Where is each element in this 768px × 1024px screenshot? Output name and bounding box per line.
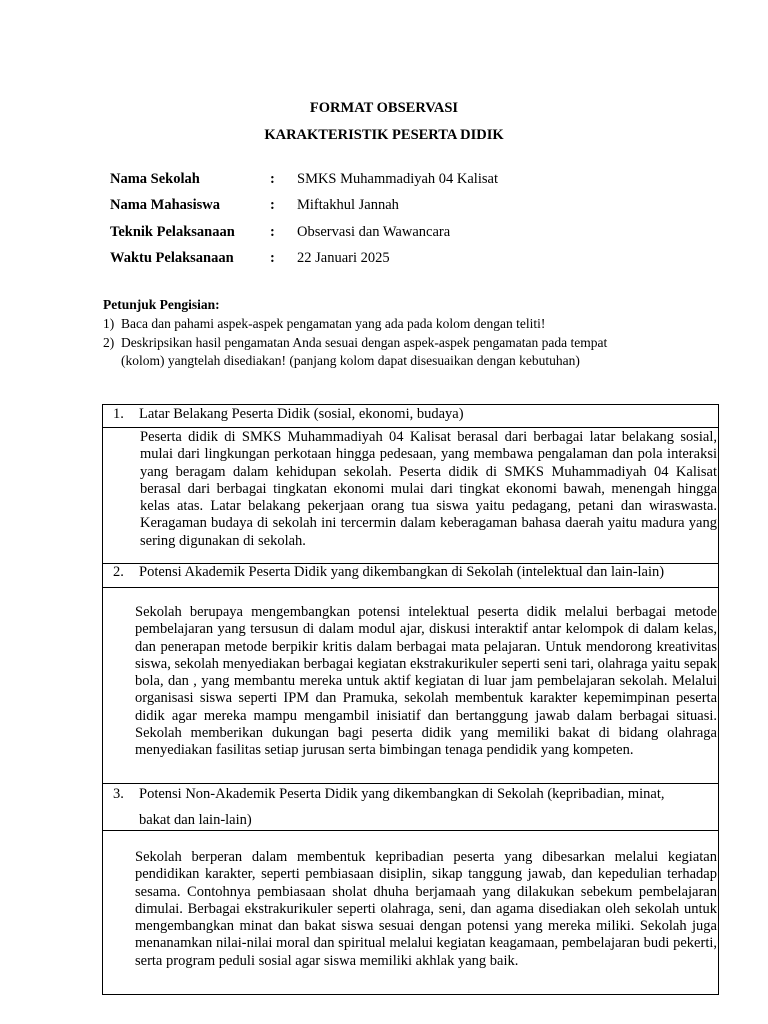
instructions-title: Petunjuk Pengisian: (103, 297, 220, 312)
instruction-text: Baca dan pahami aspek-aspek pengamatan yang ada pada kolom dengan teliti! (121, 316, 546, 331)
info-label: Nama Mahasiswa (110, 197, 220, 214)
document-title: FORMAT OBSERVASI (309, 100, 459, 116)
section-heading-latar-belakang (113, 405, 708, 423)
instruction-number: 1) (103, 316, 115, 331)
table-divider (103, 783, 718, 784)
section-body-potensi-non-akademik: Sekolah berperan dalam membentuk kepribadian peserta yang dibesarkan melalui kegiatan pendidikan karakter, seperti pembiasaan disiplin, sikap tanggung jawab, dan kepedulian terhadap sesama. Contohnya pembiasaan sholat dhuha berjamaah yang dilakukan sebekum pembelajaran dimulai. Berbagai ekstrakurikuler seperti olahraga, seni, dan agama disediakan oleh sekolah untuk mengembangkan minat dan bakat siswa sesuai dengan potensi yang mereka miliki. Sekolah juga menanamkan nilai-nilai moral dan spiritual melalui kegiatan keagamaan, pembelajaran budi pekerti, serta program peduli sosial agar siswa memiliki akhlak yang baik. (135, 849, 717, 969)
section-body-potensi-akademik: Sekolah berupaya mengembangkan potensi intelektual peserta didik melalui berbagai metode pembelajaran yang tersusun di dalam modul ajar, diskusi interaktif antar kelompok di dalam kelas, dan penerapan metode berpikir kritis dalam berbagai mata pelajaran. Untuk mendorong kreativitas siswa, sekolah menyediakan berbagai kegiatan ekstrakurikuler seperti seni tari, olahraga yaitu sepak bola, dan , yang membantu mereka untuk aktif kegiatan di luar jam pembelajaran sekolah. Melalui organisasi siswa seperti IPM dan Pramuka, sekolah membentuk karakter kepemimpinan peserta didik agar mereka mampu mengambil inisiatif dan bertanggung jawab dalam berbagai situasi. Sekolah memberikan dukungan bagi peserta didik yang memiliki bakat di bidang olahraga menyediakan fasilitas setiap jurusan serta bimbingan tenaga pendidik yang kompeten. (135, 604, 717, 759)
section-body-latar-belakang: Peserta didik di SMKS Muhammadiyah 04 Kalisat berasal dari berbagai latar belakang sosial, mulai dari lingkungan perkotaan hingga pedesaan, yang membawa pengalaman dan pola interaksi yang beragam dalam kehidupan sekolah. Peserta didik di SMKS Muhammadiyah 04 Kalisat berasal dari berbagai tingkatan ekonomi mulai dari tingkat ekonomi bawah, menengah hingga kelas atas. Latar belakang pekerjaan orang tua siswa yaitu pedagang, petani dan wiraswasta. Keragaman budaya di sekolah ini tercermin dalam keberagaman bahasa daerah yaitu madura yang sering digunakan di sekolah. (140, 429, 717, 549)
section-heading-text: Latar Belakang Peserta Didik (sosial, ekonomi, budaya) (139, 406, 464, 422)
table-divider (103, 830, 718, 831)
instruction-item (103, 334, 663, 370)
info-value: Miftakhul Jannah (297, 197, 399, 214)
document-subtitle: KARAKTERISTIK PESERTA DIDIK (264, 127, 504, 143)
info-value: SMKS Muhammadiyah 04 Kalisat (297, 171, 498, 187)
section-number: 1. (113, 406, 124, 422)
info-colon: : (270, 171, 275, 187)
info-colon: : (270, 197, 275, 214)
section-heading-text: Potensi Non-Akademik Peserta Didik yang dikembangkan di Sekolah (kepribadian, minat, (139, 786, 665, 802)
info-value: Observasi dan Wawancara (297, 223, 451, 240)
section-heading-potensi-non-akademik (113, 785, 708, 803)
section-heading-potensi-akademik (113, 563, 708, 581)
info-label: Nama Sekolah (110, 171, 200, 187)
section-number: 3. (113, 786, 124, 802)
info-colon: : (270, 249, 275, 266)
section-number: 2. (113, 564, 124, 580)
instructions-list (103, 315, 663, 371)
table-divider (103, 587, 718, 588)
section-heading-continued: bakat dan lain-lain) (139, 812, 252, 828)
table-divider (103, 427, 718, 428)
info-value: 22 Januari 2025 (297, 249, 390, 266)
section-heading-text: Potensi Akademik Peserta Didik yang dikembangkan di Sekolah (intelektual dan lain-lain) (139, 564, 665, 580)
instruction-text-continued: (kolom) yangtelah disediakan! (panjang kolom dapat disesuaikan dengan kebutuhan) (121, 353, 580, 368)
info-colon: : (270, 223, 275, 240)
info-label: Teknik Pelaksanaan (110, 223, 235, 240)
instruction-item (103, 315, 663, 333)
instruction-text: Deskripsikan hasil pengamatan Anda sesuai dengan aspek-aspek pengamatan pada tempat (121, 335, 608, 350)
info-label: Waktu Pelaksanaan (110, 249, 234, 266)
observation-table (102, 404, 719, 995)
instruction-number: 2) (103, 335, 115, 350)
